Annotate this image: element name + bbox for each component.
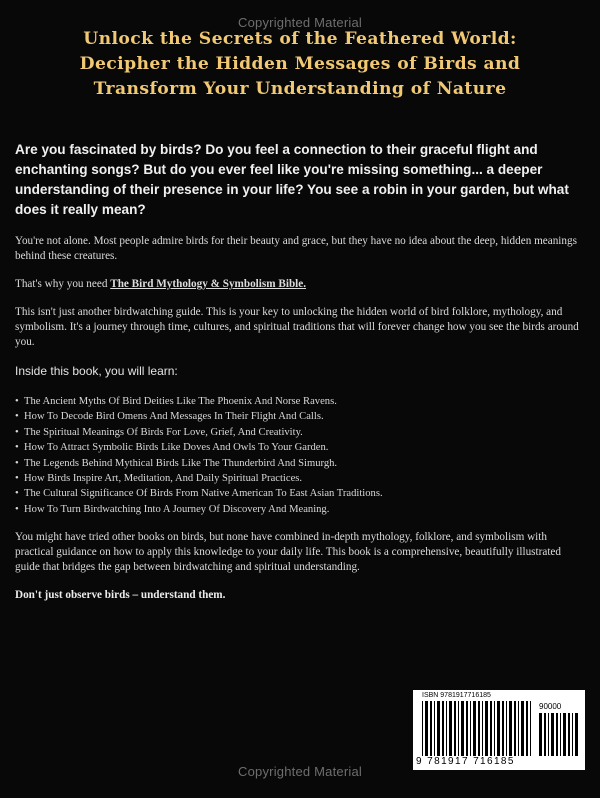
barcode-bar [473, 701, 476, 756]
barcode-bar [518, 701, 519, 756]
watermark-top: Copyrighted Material [238, 15, 362, 30]
book-title: The Bird Mythology & Symbolism Bible. [110, 278, 307, 290]
barcode-bar [544, 713, 546, 756]
list-item-text: The Legends Behind Mythical Birds Like The Thunderbird And Simurgh. [24, 457, 338, 469]
list-item [15, 425, 587, 440]
paragraph-why-you-need [15, 277, 587, 292]
barcode-bar [539, 713, 542, 756]
bullet-marker: • [15, 503, 19, 515]
headline-line: Transform Your Understanding of Nature [93, 79, 507, 99]
list-item-text: How To Attract Symbolic Birds Like Doves And Owls To Your Garden. [24, 442, 329, 454]
bullet-marker: • [15, 396, 19, 407]
list-item [15, 502, 587, 517]
isbn-label: ISBN 9781917716185 [422, 692, 491, 699]
barcode-bar [422, 701, 423, 756]
inside-heading: Inside this book, you will learn: [15, 364, 178, 378]
list-item [15, 471, 587, 486]
barcode-bar [434, 701, 435, 756]
bullet-marker: • [15, 426, 19, 438]
bullet-marker: • [15, 457, 19, 469]
list-item-text: How To Decode Bird Omens And Messages In Their Flight And Calls. [24, 411, 324, 423]
list-item [15, 486, 587, 501]
barcode-bar [521, 701, 524, 756]
barcode-bar [572, 713, 573, 756]
bullet-marker: • [15, 411, 19, 423]
barcode-bar [461, 701, 464, 756]
barcode-bar [442, 701, 444, 756]
barcode-bar [548, 713, 549, 756]
paragraph-comparison: You might have tried other books on birds, but none have combined in-depth mythology, folklore, and symbolism with practical guidance on how to apply this knowledge to your daily life. This book is a comprehensive, beautifully illustrated guide that bridges the gap between birdwatching and spiritual understanding. [15, 531, 561, 574]
blurb [15, 140, 587, 614]
barcode-bar [490, 701, 492, 756]
barcode-bar [568, 713, 570, 756]
bullet-marker: • [15, 442, 19, 454]
barcode-bar [514, 701, 516, 756]
barcode-bar [478, 701, 480, 756]
barcode-bar [560, 713, 561, 756]
list-item-text: How To Turn Birdwatching Into A Journey Of Discovery And Meaning. [24, 503, 330, 515]
barcode-bar [425, 701, 428, 756]
list-item-text: The Ancient Myths Of Bird Deities Like The Phoenix And Norse Ravens. [24, 396, 337, 407]
barcode-bar [502, 701, 504, 756]
list-item [15, 456, 587, 471]
list-item-text: The Spiritual Meanings Of Birds For Love, Grief, And Creativity. [24, 426, 303, 438]
barcode-bar [530, 701, 531, 756]
barcode-bar [454, 701, 456, 756]
barcode-bar [526, 701, 528, 756]
list-item [15, 409, 587, 424]
barcode-bar [563, 713, 566, 756]
barcode-bar [551, 713, 554, 756]
isbn-digits: 9 781917 716185 [416, 756, 515, 767]
lead-paragraph: Are you fascinated by birds? Do you feel a connection to their graceful flight and enchanting songs? But do you ever feel like you're missing something... a deeper understanding of their presence in your life? You see a robin in your garden, but what does it really mean? [15, 142, 569, 217]
barcode-bar [437, 701, 440, 756]
watermark-bottom: Copyrighted Material [238, 764, 362, 779]
barcode-bar [497, 701, 500, 756]
barcode-bar [485, 701, 488, 756]
barcode-bar [470, 701, 471, 756]
isbn-barcode [422, 701, 534, 756]
barcode-bar [446, 701, 447, 756]
barcode-bar [482, 701, 483, 756]
barcode-bar [458, 701, 459, 756]
bullet-marker: • [15, 473, 19, 485]
barcode [413, 690, 585, 770]
price-code: 90000 [539, 702, 562, 711]
paragraph-not-alone: You're not alone. Most people admire birds for their beauty and grace, but they have no idea about the deep, hidden meanings behind these creatures. [15, 235, 577, 262]
price-barcode [539, 713, 581, 756]
learn-list [15, 394, 587, 517]
paragraph-prefix: That's why you need [15, 278, 111, 290]
barcode-bar [556, 713, 558, 756]
bullet-marker: • [15, 488, 19, 500]
headline-line: Decipher the Hidden Messages of Birds and [79, 54, 521, 74]
list-item-text: How Birds Inspire Art, Meditation, And Daily Spiritual Practices. [24, 473, 303, 485]
list-item-text: The Cultural Significance Of Birds From Native American To East Asian Traditions. [24, 488, 383, 500]
closing-line: Don't just observe birds – understand them. [15, 589, 226, 602]
headline-line: Unlock the Secrets of the Feathered World: [83, 29, 517, 49]
barcode-bar [449, 701, 452, 756]
barcode-bar [494, 701, 495, 756]
barcode-bar [575, 713, 578, 756]
list-item [15, 440, 587, 455]
barcode-bar [506, 701, 507, 756]
list-item [15, 394, 587, 409]
barcode-bar [466, 701, 468, 756]
paragraph-key: This isn't just another birdwatching guide. This is your key to unlocking the hidden world of bird folklore, mythology, and symbolism. It's a journey through time, cultures, and spiritual traditions that will forever change how you see the birds around you. [15, 306, 579, 348]
barcode-bar [430, 701, 432, 756]
headline [20, 27, 580, 102]
barcode-bar [509, 701, 512, 756]
